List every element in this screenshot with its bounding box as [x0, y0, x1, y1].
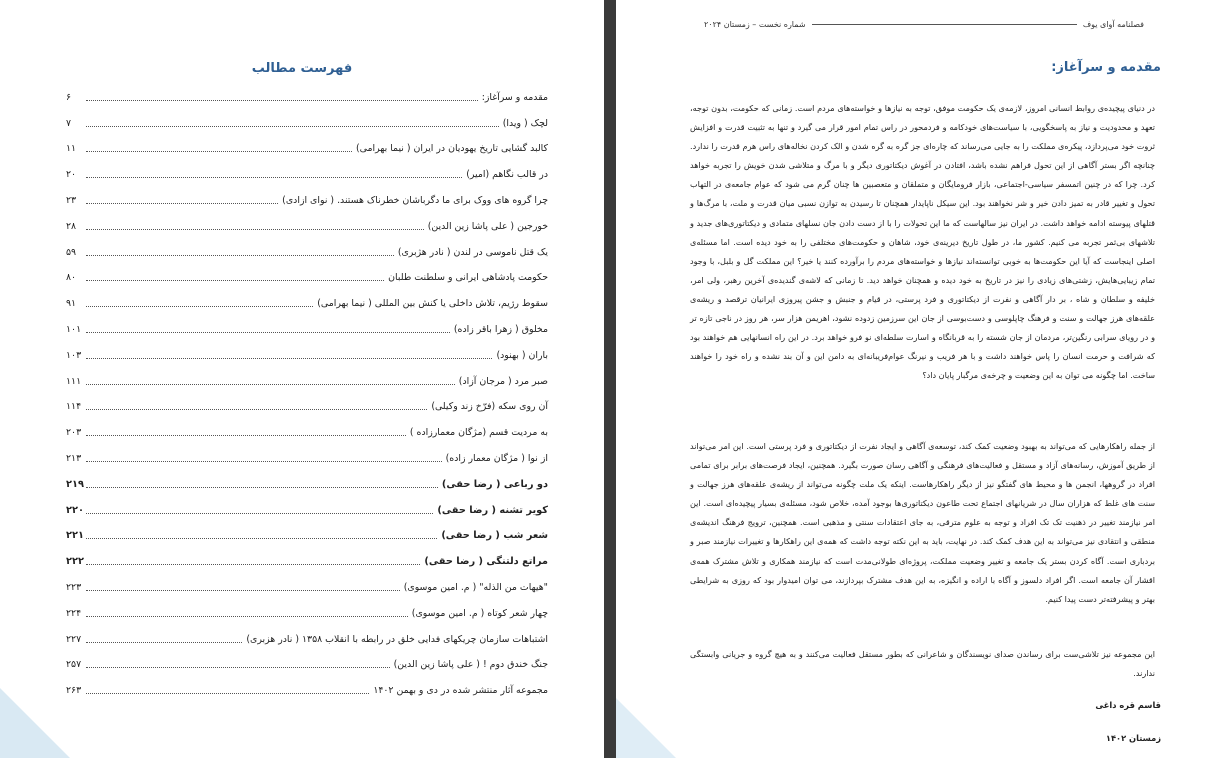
- intro-heading: مقدمه و سرآغاز:: [1051, 60, 1161, 75]
- toc-page-number: ۱۰۳: [66, 349, 82, 361]
- toc-dot-leader: [86, 409, 427, 410]
- toc-page-number: ۱۱: [66, 143, 77, 155]
- toc-page-number: ۶: [66, 91, 72, 103]
- toc-entry-title: لچک ( ویدا): [502, 117, 548, 129]
- toc-page-number: ۲۲۳: [66, 581, 82, 593]
- issue-label: شماره نخست – زمستان ۲۰۲۴: [704, 19, 806, 29]
- toc-page: [0, 0, 604, 758]
- toc-entry-title: شعر شب ( رضا حقی): [441, 530, 548, 542]
- toc-dot-leader: [86, 564, 420, 565]
- toc-entry-title: باران ( بهنود): [496, 349, 548, 361]
- toc-entry[interactable]: [66, 491, 548, 517]
- toc-page-number: ۲۳: [66, 194, 77, 206]
- toc-entry[interactable]: [66, 233, 548, 259]
- toc-page-number: ۲۲۷: [66, 633, 82, 645]
- toc-page-number: ۲۲۴: [66, 607, 82, 619]
- toc-dot-leader: [86, 461, 442, 462]
- toc-entry-title: کالبد گشایی تاریخ یهودیان در ایران ( نیما بهرامی): [356, 143, 548, 155]
- toc-entry-title: مجموعه آثار منتشر شده در دی و بهمن ۱۴۰۲: [373, 685, 548, 697]
- toc-entry[interactable]: [66, 568, 548, 594]
- page-gutter: [604, 0, 616, 758]
- toc-page-number: ۲۸: [66, 220, 77, 232]
- toc-page-number: ۵۹: [66, 246, 77, 258]
- toc-entry[interactable]: [66, 542, 548, 568]
- toc-list: [66, 78, 548, 697]
- toc-page-number: ۲۲۲: [66, 556, 84, 568]
- toc-dot-leader: [86, 616, 408, 617]
- toc-page-number: ۲۱۹: [66, 478, 84, 490]
- toc-page-number: ۲۲۱: [66, 530, 84, 542]
- toc-entry[interactable]: [66, 181, 548, 207]
- toc-dot-leader: [86, 332, 450, 333]
- toc-entry[interactable]: [66, 284, 548, 310]
- toc-entry[interactable]: [66, 78, 548, 104]
- toc-entry[interactable]: [66, 594, 548, 620]
- toc-entry[interactable]: [66, 336, 548, 362]
- toc-dot-leader: [86, 538, 437, 539]
- toc-entry-title: مقدمه و سرآغاز:: [481, 91, 548, 103]
- toc-page-number: ۲۱۳: [66, 452, 82, 464]
- toc-page-number: ۲۶۳: [66, 685, 82, 697]
- toc-page-number: ۲۰۳: [66, 427, 82, 439]
- intro-paragraph-3: این مجموعه نیز تلاشی‌ست برای رساندن صدای نویسندگان و شاعرانی که بطور مستقل فعالیت می‌کنند و به هیچ گروه و جریانی وابستگی ندارند.: [690, 649, 1155, 679]
- toc-entry[interactable]: [66, 620, 548, 646]
- toc-dot-leader: [86, 513, 433, 514]
- toc-entry-title: در قالب نگاهم (امیر): [466, 169, 548, 181]
- toc-entry-title: سقوط رژیم، تلاش داخلی یا کنش بین المللی ( نیما بهرامی): [317, 298, 548, 310]
- toc-entry-title: چهار شعر کوتاه ( م. امین موسوی): [411, 607, 548, 619]
- toc-entry-title: کویر تشنه ( رضا حقی): [437, 504, 548, 516]
- toc-title: فهرست مطالب: [251, 61, 353, 76]
- toc-entry[interactable]: [66, 259, 548, 285]
- toc-dot-leader: [86, 358, 492, 359]
- intro-paragraph-2: از جمله راهکارهایی که می‌تواند به بهبود وضعیت کمک کند، توسعه‌ی آگاهی و ایجاد نفرت از دیکتاتوری و فرد پرستی است. این امر می‌تواند از طریق آموزش، رسانه‌های آزاد و مستقل و فعالیت‌های فرهنگی و آگاهی رسان صورت بگیرد. همچنین، ایجاد فرصت‌های برابر برای تمامی افراد در گروهها، انجمن ها و محیط های گفتگو نیز از دیگر راهکارهاست. اینکه یک ملت چگونه می‌تواند از ریشه‌ی علقه‌های هرز جهالت و سنت های غلط که هزاران سال در شریانهای اجتماع تحت طاعون دیکتاتوری‌ها بوجود آمده، خلاص شود، مسئله‌ی بسیار پیچیده‌ای است. این امر نیازمند تغییر در ذهنیت تک تک افراد و توجه به علوم مترقی، به جای اعتقادات سنتی و مذهبی است. همچنین، ترویج فرهنگ اندیشه‌ی منطقی و انتقادی نیز می‌تواند به این هدف کمک کند. در نهایت، باید به این نکته توجه داشت که همه‌ی این راهکارها و تغییرات نیازمند صبر و بردباری است. آگاه کردن بستر یک جامعه و تغییر وضعیت مملکت، پروژه‌ای طولانی‌مدت است که نیازمند همکاری و تلاش مشترک همه‌ی اقشار آن جامعه است. اگر افراد دلسوز و آگاه با اراده و انگیزه، به این هدف مشترک بپردازند، می توان امیدوار بود که روزی به شرایطی بهتر و پیشرفته‌تر دست پیدا کنیم.: [690, 441, 1155, 604]
- toc-dot-leader: [86, 693, 369, 694]
- toc-dot-leader: [86, 590, 400, 591]
- toc-entry[interactable]: [66, 465, 548, 491]
- toc-entry[interactable]: [66, 362, 548, 388]
- signature-date: زمستان ۱۴۰۲: [1105, 733, 1161, 743]
- toc-dot-leader: [86, 384, 455, 385]
- toc-entry[interactable]: [66, 671, 548, 697]
- toc-page-number: ۲۰: [66, 169, 77, 181]
- toc-page-number: ۱۰۱: [66, 323, 82, 335]
- page-corner-decoration: [0, 688, 70, 758]
- toc-entry[interactable]: [66, 310, 548, 336]
- toc-dot-leader: [86, 642, 242, 643]
- toc-page-number: ۱۱۱: [66, 375, 82, 387]
- toc-entry[interactable]: [66, 646, 548, 672]
- toc-entry-title: به مردیت قسم (مژگان معمارزاده ): [409, 427, 548, 439]
- toc-page-number: ۲۵۷: [66, 659, 82, 671]
- toc-dot-leader: [86, 255, 394, 256]
- toc-page-number: ۹۱: [66, 298, 77, 310]
- toc-entry[interactable]: [66, 517, 548, 543]
- toc-dot-leader: [86, 151, 352, 152]
- toc-dot-leader: [86, 280, 384, 281]
- toc-entry[interactable]: [66, 130, 548, 156]
- intro-page: [616, 0, 1209, 758]
- toc-entry-title: جنگ خندق دوم ! ( علی پاشا زین الدین): [393, 659, 548, 671]
- toc-dot-leader: [86, 203, 278, 204]
- toc-entry[interactable]: [66, 413, 548, 439]
- toc-entry-title: از نوا ( مژگان معمار زاده): [445, 452, 548, 464]
- toc-dot-leader: [86, 306, 313, 307]
- toc-page-number: ۲۲۰: [66, 504, 84, 516]
- toc-entry-title: مخلوق ( زهرا باقر زاده): [453, 323, 548, 335]
- toc-entry-title: چرا گروه های ووک برای ما دگرباشان خطرناک هستند. ( نوای ازادی): [282, 194, 548, 206]
- toc-entry-title: یک قتل ناموسی در لندن ( نادر هژبری): [397, 246, 548, 258]
- toc-entry-title: خورجین ( علی پاشا زین الدین): [427, 220, 548, 232]
- toc-entry-title: اشتباهات سازمان چریکهای فدایی خلق در رابطه با انقلاب ۱۳۵۸ ( نادر هزبری): [246, 633, 548, 645]
- toc-entry-title: صبر مرد ( مرجان آزاد): [458, 375, 548, 387]
- toc-dot-leader: [86, 100, 478, 101]
- toc-entry-title: دو رباعی ( رضا حقی): [441, 478, 548, 490]
- toc-page-number: ۸۰: [66, 272, 77, 284]
- toc-dot-leader: [86, 487, 438, 488]
- intro-paragraph-1: در دنیای پیچیده‌ی روابط انسانی امروز، لازمه‌ی یک حکومت موفق، توجه به نیازها و خواسته‌های مردم است. زمانی که حکومت، بدون توجه، تعهد و محدودیت و نیاز به پاسخگویی، با سیاست‌های خودکامه و فردمحور در راس تمام امور قرار می گیرد و تنها به تثبیت قدرت و افزایش ثروت خود می‌پردازد، پیکره‌ی مملکت را به جایی می‌رساند که چاره‌ای جز گره به گره شدن و الک کردن نخاله‌های راس هرم قدرت را ندارد. چنانچه اگر بستر آگاهی از این تحول فراهم نشده باشد، افتادن در آغوش دیکتاتوری دیگر و با مرگ و متلاشی شدن خویش را تجربه خواهد کرد. چرا که در چنین اتمسفر سیاسی-اجتماعی، بازار فرومایگان و متملقان و متعصبین ها چنان گرم می شود که عوام جامعه‌ی در التهاب تحول و تغییر قادر به تمیز دادن خیر و شر نخواهند بود. این سیکل ناپایدار همچنان تا رسیدن به توازن نسبی میان قدرت و ملت، با مرگ‌ها و قتلهای پیوسته ادامه خواهد داشت. در ایران نیز سالهاست که ما این تحولات را با از دست دادن جان نسلهای متمادی و دیکتاتوری‌های جدید و تلاشهای بی‌ثمر تجربه می کنیم. کشور ما، در طول تاریخ دیرینه‌ی خود، شاهان و حکومت‌های مختلفی را به خود دیده است. اما مسئله‌ی اصلی اینجاست که آیا این حکومت‌ها به خوبی توانسته‌اند نیازها و خواسته‌های مردم را برآورده کنند یا خیر؟ این مملکت گل و بلبل، با وجود تمام زیبایی‌هایش، زشتی‌های زیادی را نیز در تاریخ به خود دیده و همچنان خواهد دید. تا زمانی که لاشه‌ی گندیده‌ی آخرین رهبر، ولی امر، خلیفه و سلطان و شاه ، بر دار آگاهی و نفرت از دیکتاتوری و فرد پرستی، در قیام و جنبش و جشن پیروزی ایرانیان ترقصد و ریشه‌ی علقه‌های هرز جهالت و سنت و فرهنگ چاپلوسی و دست‌بوسی از جان این سرزمین زدوده نشود، اهریمن هزار سر، هر روز در ناجی تازه تر و در رویای سرابی رنگین‌تر، مردمان از جان شسته را به قربانگاه و اسارت سلطه‌ای نو فرو خواهد برد. در این راه انسانهایی هم خواهند بود که شرافت و حرمت انسان را پاس خواهند داشت و با هر فریب و نیرنگ عوام‌فریبانه‌ای به دامن این و آن بند نشده و راه خود را خواهند ساخت. اما چگونه می توان به این وضعیت و چرخه‌ی مرگبار پایان داد؟: [690, 103, 1155, 381]
- toc-entry[interactable]: [66, 207, 548, 233]
- toc-entry[interactable]: [66, 104, 548, 130]
- toc-page-number: ۱۱۴: [66, 401, 82, 413]
- page-corner-decoration: [616, 698, 676, 758]
- toc-page-number: ۷: [66, 117, 72, 129]
- toc-entry[interactable]: [66, 155, 548, 181]
- header-rule: [812, 24, 1077, 25]
- toc-entry-title: مراتع دلتنگی ( رضا حقی): [424, 556, 548, 568]
- author-signature: قاسم قره داغی: [1095, 700, 1161, 710]
- toc-dot-leader: [86, 229, 424, 230]
- toc-entry-title: آن روی سکه (فرّخ زند وکیلی): [431, 401, 548, 413]
- toc-entry[interactable]: [66, 439, 548, 465]
- magazine-name: فصلنامه آوای یوف: [1082, 19, 1144, 29]
- toc-dot-leader: [86, 177, 462, 178]
- toc-dot-leader: [86, 435, 406, 436]
- toc-entry[interactable]: [66, 388, 548, 414]
- toc-dot-leader: [86, 126, 499, 127]
- toc-entry-title: "هیهات من الذله" ( م. امین موسوی): [403, 581, 548, 593]
- toc-entry-title: حکومت پادشاهی ایرانی و سلطنت طلبان: [388, 272, 548, 284]
- running-header: [704, 16, 1144, 32]
- toc-dot-leader: [86, 667, 390, 668]
